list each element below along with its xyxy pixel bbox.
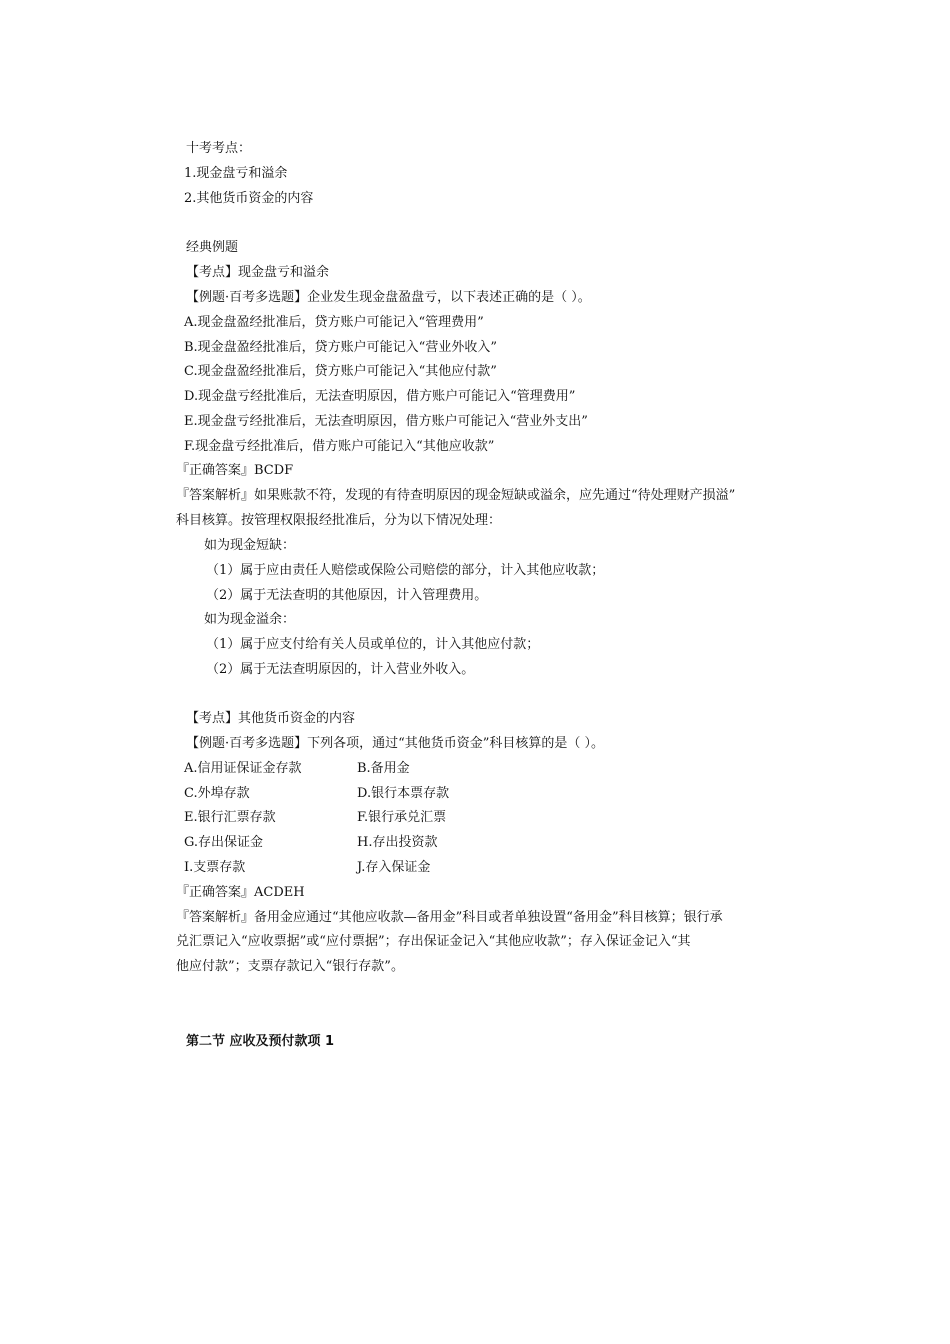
- summary-point-1: 1.现金盘亏和溢余: [184, 166, 288, 181]
- q1-option-e: E.现金盘亏经批准后，无法查明原因，借方账户可能记入“营业外支出”: [184, 414, 588, 429]
- q2-option-c: C.外埠存款: [184, 786, 250, 801]
- q1-option-d: D.现金盘亏经批准后，无法查明原因，借方账户可能记入“管理费用”: [184, 389, 576, 404]
- q1-topic: 【考点】现金盘亏和溢余: [186, 265, 330, 280]
- surplus-item-1: （1）属于应支付给有关人员或单位的，计入其他应付款；: [206, 637, 540, 652]
- q2-analysis-line-3: 他应付款”；支票存款记入“银行存款”。: [176, 959, 404, 974]
- surplus-label: 如为现金溢余：: [204, 612, 296, 627]
- q2-analysis-line-2: 兑汇票记入“应收票据”或“应付票据”；存出保证金记入“其他应收款”；存入保证金记入“其: [176, 934, 691, 949]
- section-title: 第二节 应收及预付款项 1: [186, 1034, 335, 1049]
- q2-option-i: I.支票存款: [184, 860, 246, 875]
- summary-point-2: 2.其他货币资金的内容: [184, 191, 314, 206]
- q1-answer: 『正确答案』BCDF: [176, 463, 294, 478]
- q2-option-g: G.存出保证金: [184, 835, 264, 850]
- q2-option-f: F.银行承兑汇票: [357, 810, 447, 825]
- q2-option-d: D.银行本票存款: [357, 786, 450, 801]
- q2-topic: 【考点】其他货币资金的内容: [186, 711, 356, 726]
- q2-option-h: H.存出投资款: [357, 835, 438, 850]
- q2-option-j: J.存入保证金: [357, 860, 431, 875]
- q1-option-c: C.现金盘盈经批准后，贷方账户可能记入“其他应付款”: [184, 364, 497, 379]
- q2-option-a: A.信用证保证金存款: [184, 761, 302, 776]
- q2-analysis-line-1: 『答案解析』备用金应通过“其他应收款—备用金”科目或者单独设置“备用金”科目核算；银行承: [176, 910, 723, 925]
- shortage-item-1: （1）属于应由责任人赔偿或保险公司赔偿的部分，计入其他应收款；: [206, 563, 605, 578]
- shortage-label: 如为现金短缺：: [204, 538, 296, 553]
- q1-option-f: F.现金盘亏经批准后，借方账户可能记入“其他应收款”: [184, 439, 495, 454]
- q1-analysis-line-1: 『答案解析』如果账款不符，发现的有待查明原因的现金短缺或溢余，应先通过“待处理财产损溢”: [176, 488, 736, 503]
- q1-option-b: B.现金盘盈经批准后，贷方账户可能记入“营业外收入”: [184, 340, 497, 355]
- q1-option-a: A.现金盘盈经批准后，贷方账户可能记入“管理费用”: [184, 315, 484, 330]
- q1-analysis-line-2: 科目核算。按管理权限报经批准后，分为以下情况处理：: [176, 513, 502, 528]
- q2-answer: 『正确答案』ACDEH: [176, 885, 305, 900]
- summary-heading: 十考考点：: [186, 141, 252, 156]
- shortage-item-2: （2）属于无法查明的其他原因，计入管理费用。: [206, 588, 488, 603]
- q1-question: 【例题·百考多选题】企业发生现金盘盈盘亏，以下表述正确的是（ ）。: [186, 290, 591, 305]
- q2-option-e: E.银行汇票存款: [184, 810, 276, 825]
- surplus-item-2: （2）属于无法查明原因的，计入营业外收入。: [206, 662, 475, 677]
- examples-heading: 经典例题: [186, 240, 239, 255]
- q2-option-b: B.备用金: [357, 761, 410, 776]
- q2-question: 【例题·百考多选题】下列各项，通过“其他货币资金”科目核算的是（ ）。: [186, 736, 605, 751]
